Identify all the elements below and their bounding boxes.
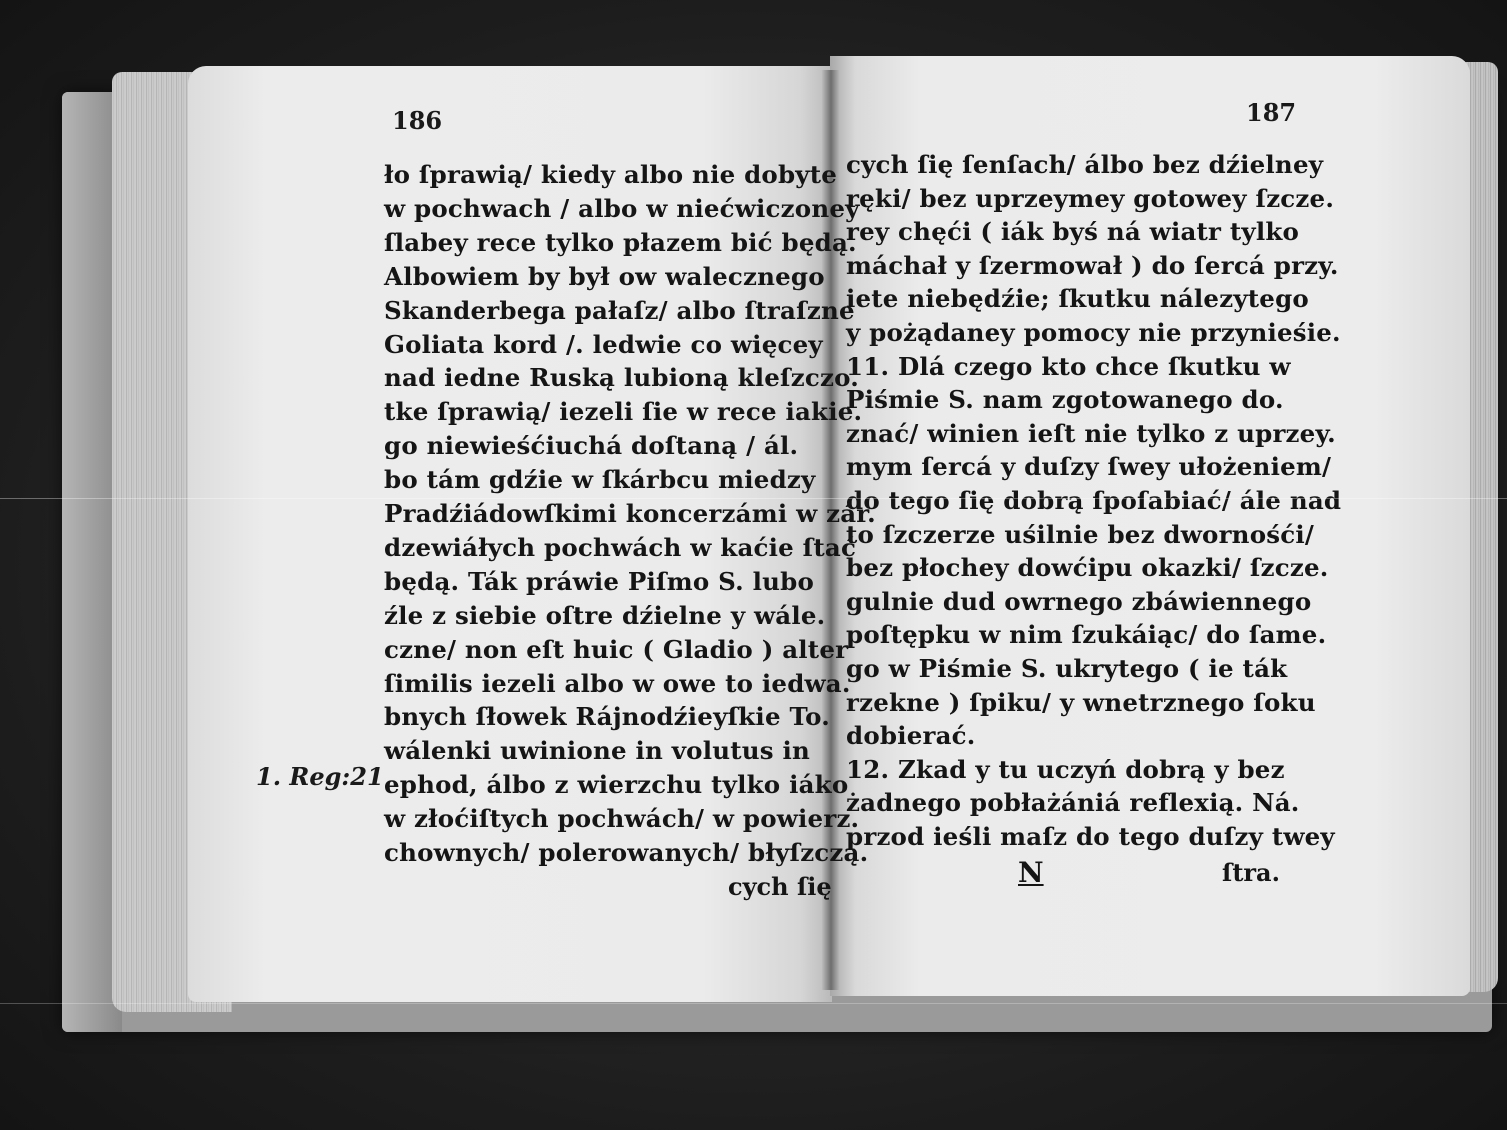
left-page-number: 186 <box>392 106 443 135</box>
text-line: dzewiáłych pochwách w kaćie ſtać <box>384 532 857 562</box>
text-line: go w Piśmie S. ukrytego ( ie ták <box>846 654 1288 683</box>
text-line: do tego ſię dobrą ſpoſabiać/ ále nad <box>846 486 1342 515</box>
text-line: ſimilis iezeli albo w owe to iedwa. <box>384 668 851 698</box>
text-line: bo tám gdźie w ſkárbcu miedzy <box>384 465 816 495</box>
left-catchword: cych ſię <box>728 872 832 901</box>
text-line: mym ſercá y duſzy ſwey ułożeniem/ <box>846 452 1332 482</box>
text-line: w pochwach / albo w niećwiczoney <box>384 193 860 223</box>
right-page-number: 187 <box>1246 98 1297 127</box>
text-line: go niewieśćiuchá doſtaną / ál. <box>384 431 799 461</box>
text-line: máchał y ſzermował ) do ſercá przy. <box>846 250 1339 280</box>
film-scratch <box>0 1003 1507 1004</box>
text-line: y pożądaney pomocy nie przynieśie. <box>846 318 1341 347</box>
text-line: rzekne ) ſpiku/ y wnetrznego ſoku <box>846 687 1316 717</box>
text-line: ło ſprawią/ kiedy albo nie dobyte <box>384 160 838 189</box>
film-scratch <box>0 498 1507 499</box>
margin-note: 1. Reg:21 <box>256 762 384 791</box>
text-line: Pradźiádowſkimi koncerzámi w zár. <box>384 499 876 528</box>
text-line: znać/ winien ieſt nie tylko z uprzey. <box>846 418 1336 448</box>
text-line: rey chęći ( iák byś ná wiatr tylko <box>846 217 1300 247</box>
text-line: w złoćiſtych pochwách/ w powierz. <box>384 804 860 834</box>
signature-mark: N <box>1018 856 1044 889</box>
text-line: 11. Dlá czego kto chce ſkutku w <box>846 351 1291 381</box>
text-line: tke ſprawią/ iezeli ſie w rece iakie. <box>384 397 863 427</box>
text-line: Skanderbega pałaſz/ albo ſtraſzne <box>384 295 855 325</box>
text-line: bez płochey dowćipu okazki/ ſzcze. <box>846 553 1329 583</box>
text-line: czne/ non eſt huic ( Gladio ) alter <box>384 634 849 664</box>
text-line: chownych/ polerowanych/ błyſzczą. <box>384 838 869 867</box>
text-line: Piśmie S. nam zgotowanego do. <box>846 385 1284 415</box>
text-line: poſtępku w nim ſzukáiąc/ do ſame. <box>846 620 1327 650</box>
text-line: cych ſię ſenſach/ álbo bez dźielney <box>846 150 1324 179</box>
text-line: gulnie dud owrnego zbáwiennego <box>846 586 1312 616</box>
text-line: ſlabey rece tylko płazem bić będą. <box>384 227 857 257</box>
text-line: ephod, álbo z wierzchu tylko iáko <box>384 770 849 800</box>
text-line: Albowiem by był ow walecznego <box>384 261 825 291</box>
text-line: wálenki uwinione in volutus in <box>384 736 811 766</box>
text-line: ręki/ bez uprzeymey gotowey ſzcze. <box>846 183 1335 213</box>
text-line: źle z siebie oſtre dźielne y wále. <box>384 600 826 630</box>
text-line: przod ieśli maſz do tego duſzy twey <box>846 822 1335 851</box>
text-line: będą. Ták práwie Piſmo S. lubo <box>384 566 815 596</box>
text-line: 12. Zkad y tu uczyń dobrą y bez <box>846 754 1285 784</box>
text-line: dobierać. <box>846 721 976 751</box>
text-line: to ſzczerze uśilnie bez dwornośći/ <box>846 519 1315 549</box>
text-line: Goliata kord /. ledwie co więcey <box>384 329 823 359</box>
text-line: nad iedne Ruską lubioną kleſzczo. <box>384 363 859 393</box>
text-line: żadnego pobłażániá reflexią. Ná. <box>846 788 1300 818</box>
text-line: bnych ſłowek Rájnodźieyſkie To. <box>384 702 830 732</box>
text-line: iete niebędźie; ſkutku nálezytego <box>846 284 1309 314</box>
right-catchword: ſtra. <box>1222 858 1280 887</box>
